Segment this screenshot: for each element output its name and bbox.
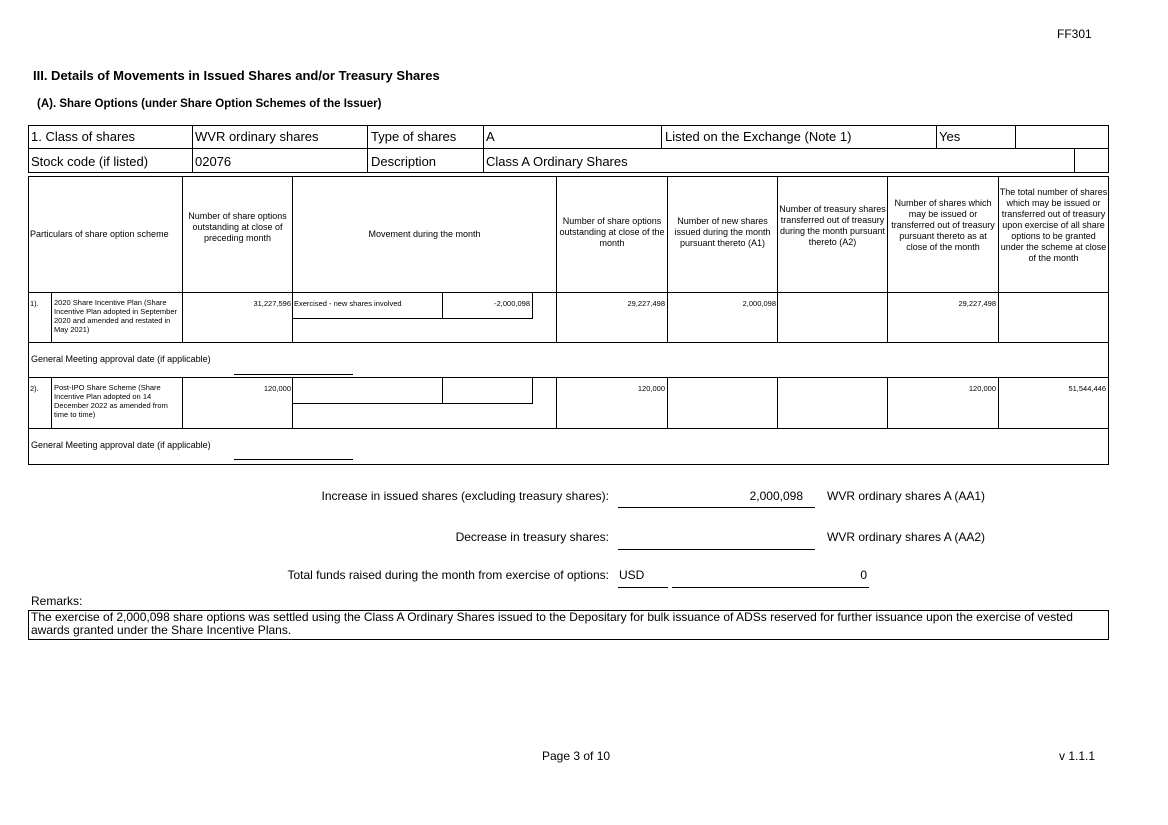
page-number: Page 3 of 10	[542, 749, 611, 763]
desc-label: Description	[371, 154, 437, 169]
remarks-text: The exercise of 2,000,098 share options was settled using the Class A Ordinary Shares issued to the Depositary for bulk issuance of ADSs reserved for further issuance upon the exercise of vested awards granted under the Share Incentive Plans.	[28, 610, 1109, 640]
header-outstanding-close: Number of share options outstanding at close of the month	[559, 216, 665, 248]
funds-label: Total funds raised during the month from exercise of options:	[287, 568, 609, 582]
scheme-1-outstanding-prev: 31,227,596	[253, 299, 291, 308]
scheme-1-movement-value: -2,000,098	[494, 299, 530, 308]
listed-value: Yes	[939, 129, 961, 144]
class-label: 1. Class of shares	[31, 129, 136, 144]
stock-value: 02076	[195, 154, 232, 169]
header-treasury-transferred: Number of treasury shares transferred out of treasury during the month pursuant thereto (A2)	[779, 204, 886, 247]
scheme-2-outstanding-close: 120,000	[637, 384, 665, 393]
scheme-1-name: 2020 Share Incentive Plan (Share Incentive Plan adopted in September 2020 and amended and restated in May 2021)	[54, 298, 177, 334]
scheme-1-movement-desc: Exercised - new shares involved	[294, 299, 402, 308]
version: v 1.1.1	[1059, 749, 1096, 763]
header-new-shares: Number of new shares issued during the month pursuant thereto (A1)	[674, 216, 771, 248]
decrease-unit: WVR ordinary shares A (AA2)	[827, 530, 986, 544]
listed-label: Listed on the Exchange (Note 1)	[665, 129, 852, 144]
form-code: FF301	[1057, 27, 1092, 41]
funds-value: 0	[860, 568, 867, 582]
desc-value: Class A Ordinary Shares	[486, 154, 628, 169]
gm-approval-label-1: General Meeting approval date (if applicable)	[31, 354, 211, 364]
scheme-2-total-number: 51,544,446	[1068, 384, 1106, 393]
scheme-2-outstanding-prev: 120,000	[263, 384, 291, 393]
scheme-1-index: 1).	[30, 299, 39, 308]
header-movement: Movement during the month	[368, 229, 481, 239]
header-may-be-issued: Number of shares which may be issued or transferred out of treasury pursuant thereto as at close of the month	[891, 198, 995, 252]
scheme-1-outstanding-close: 29,227,498	[627, 299, 665, 308]
gm-approval-label-2: General Meeting approval date (if applicable)	[31, 440, 211, 450]
decrease-label: Decrease in treasury shares:	[455, 530, 609, 544]
increase-unit: WVR ordinary shares A (AA1)	[827, 489, 986, 503]
remarks-label: Remarks:	[31, 594, 83, 608]
header-outstanding-prev: Number of share options outstanding at close of preceding month	[188, 211, 287, 243]
scheme-1-may-be-issued: 29,227,498	[958, 299, 996, 308]
header-particulars: Particulars of share option scheme	[30, 229, 169, 239]
scheme-1-new-shares: 2,000,098	[742, 299, 776, 308]
section-title: III. Details of Movements in Issued Shares and/or Treasury Shares	[33, 68, 440, 83]
class-value: WVR ordinary shares	[195, 129, 319, 144]
subsection-title: (A). Share Options (under Share Option Schemes of the Issuer)	[37, 98, 382, 110]
increase-value: 2,000,098	[749, 489, 803, 503]
type-value: A	[486, 129, 495, 144]
header-total-number: The total number of shares which may be issued or transferred out of treasury upon exercise of all share options to be granted under the scheme at close of the month	[999, 187, 1108, 263]
scheme-2-name: Post-IPO Share Scheme (Share Incentive Plan adopted on 14 December 2022 as amended from time to time)	[54, 383, 168, 419]
scheme-2-may-be-issued: 120,000	[968, 384, 996, 393]
increase-label: Increase in issued shares (excluding treasury shares):	[321, 489, 609, 503]
stock-label: Stock code (if listed)	[31, 154, 149, 169]
funds-currency: USD	[619, 568, 645, 582]
type-label: Type of shares	[371, 129, 457, 144]
scheme-2-index: 2).	[30, 384, 39, 393]
